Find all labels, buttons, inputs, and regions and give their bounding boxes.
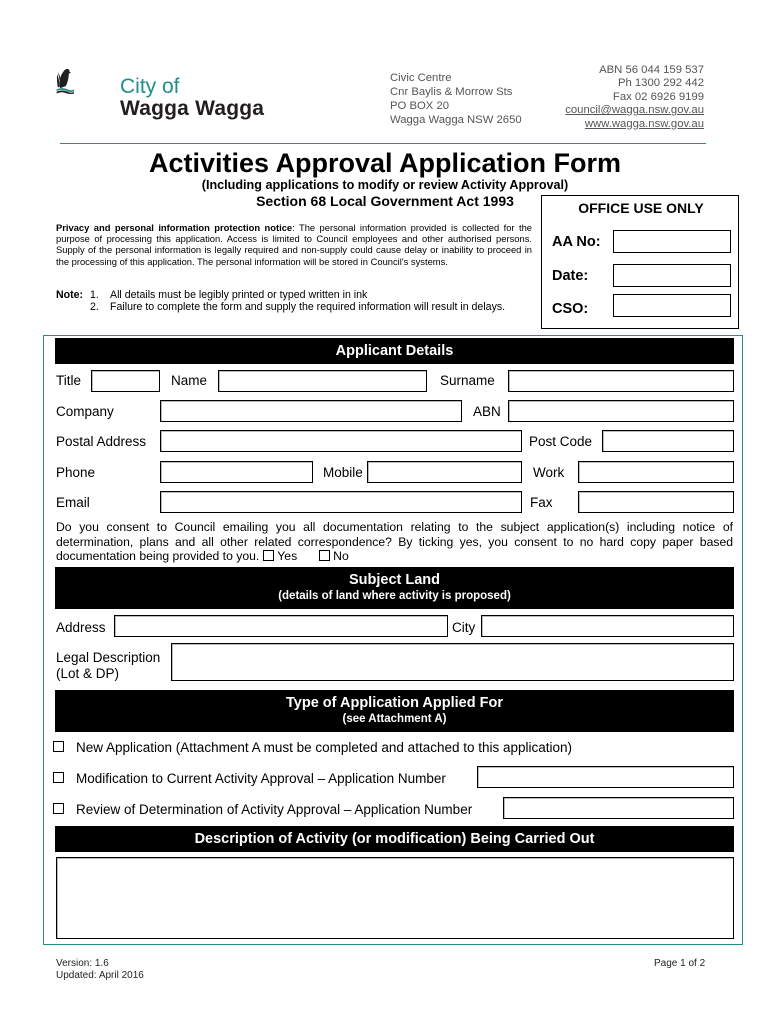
applicant-heading: Applicant Details [335,343,454,359]
application-type-subheading: (see Attachment A) [342,713,447,725]
header-divider [60,143,706,144]
phone-text: Ph 1300 292 442 [617,77,704,90]
description-field[interactable] [56,857,734,939]
note-number: 1. [90,289,99,301]
address-line: PO BOX 20 [390,100,450,112]
title-field[interactable] [91,370,160,392]
abn-text: ABN 56 044 159 537 [599,64,704,76]
consent-no-label: No [333,549,349,564]
logo-text [120,76,264,120]
subject-land-subheading: (details of land where activity is proposed) [278,590,511,602]
subject-land-heading: Subject Land [348,572,441,588]
logo-line-city: City of [120,75,180,98]
note-number: 2. [90,301,99,314]
fax-field[interactable] [578,491,734,513]
consent-yes-checkbox[interactable] [263,550,274,561]
fax-text: Fax 02 6926 9199 [612,90,704,103]
legal-label-line: Legal Description [56,650,161,665]
note-item [56,289,532,301]
address-line: Wagga Wagga NSW 2650 [390,114,522,126]
note-label: Note: [56,289,84,301]
council-contact [565,64,704,131]
city-field[interactable] [481,615,734,637]
council-address [390,71,522,127]
name-field[interactable] [218,370,427,392]
applicant-details-header [55,338,734,364]
mobile-field[interactable] [367,461,522,483]
crow-icon [60,69,72,88]
form-frame [43,335,743,945]
description-heading: Description of Activity (or modification) Being Carried Out [194,831,595,847]
updated-text: Updated: April 2016 [56,970,144,981]
abn-field[interactable] [508,400,734,422]
new-application-checkbox[interactable] [53,741,64,752]
city-logo [56,36,120,126]
cso-field[interactable] [613,294,731,317]
form-subtitle: (Including applications to modify or review Activity Approval) [201,178,569,192]
date-field[interactable] [613,264,731,287]
new-application-label: New Application (Attachment A must be completed and attached to this application) [76,740,573,755]
name-label: Name [171,373,208,388]
modification-application-number-field[interactable] [477,766,734,788]
privacy-text: : The personal information provided is collected for the purpose of processing this application. Access is limited to Council employees and other authorised persons. Supply of the personal information is legally required and non-supply could cause delay or inability to proceed in the processing of this application. The personal information will be stored in Council's systems. [56,222,532,267]
title-label: Title [56,373,82,388]
review-checkbox[interactable] [53,803,64,814]
address-line: Cnr Baylis & Morrow Sts [390,86,513,98]
surname-field[interactable] [508,370,734,392]
surname-label: Surname [440,373,495,388]
city-label: City [452,620,476,635]
note-item [56,301,532,313]
fax-label: Fax [530,495,553,510]
website-link[interactable]: www.wagga.nsw.gov.au [584,117,704,130]
postal-address-label: Postal Address [56,434,147,449]
application-type-header [55,690,734,732]
note-text: All details must be legibly printed or typed written in ink [110,289,368,301]
mobile-label: Mobile [323,465,363,480]
review-application-number-field[interactable] [503,797,734,819]
legal-description-label [56,650,160,682]
aa-no-label: AA No: [552,234,601,250]
notes [56,289,532,314]
legal-label-line: (Lot & DP) [56,666,120,681]
company-field[interactable] [160,400,462,422]
date-label: Date: [552,268,589,284]
consent-no-checkbox[interactable] [319,550,330,561]
work-label: Work [533,465,565,480]
abn-label: ABN [473,404,501,419]
office-use-box [541,195,739,329]
work-field[interactable] [578,461,734,483]
cso-label: CSO: [552,301,589,317]
page-number: Page 1 of 2 [654,958,706,969]
address-line: Civic Centre [390,72,452,84]
application-type-heading: Type of Application Applied For [286,695,503,711]
post-code-label: Post Code [529,434,593,449]
land-address-label: Address [56,620,106,635]
modification-label: Modification to Current Activity Approval – Application Number [76,771,446,786]
review-label: Review of Determination of Activity Approval – Application Number [76,802,473,817]
legal-description-field[interactable] [171,643,734,681]
subject-land-header [55,567,734,609]
version-text: Version: 1.6 [56,958,109,969]
privacy-label: Privacy and personal information protection notice [56,222,293,233]
consent-text: Do you consent to Council emailing you all documentation relating to the subject application(s) including notice of determination, plans and all other related correspondence? By ticking yes, you consent to no hard copy paper based documentation being provided to you. [56,520,733,564]
modification-checkbox[interactable] [53,772,64,783]
land-address-field[interactable] [114,615,448,637]
form-act: Section 68 Local Government Act 1993 [256,193,514,209]
email-consent [56,520,733,564]
post-code-field[interactable] [602,430,734,452]
email-link[interactable]: council@wagga.nsw.gov.au [565,104,704,117]
office-use-title: OFFICE USE ONLY [578,200,704,216]
version-info [56,958,144,982]
consent-yes-label: Yes [277,549,298,564]
email-field[interactable] [160,491,522,513]
phone-label: Phone [56,465,96,480]
postal-address-field[interactable] [160,430,522,452]
logo-line-wagga: Wagga Wagga [120,97,265,121]
privacy-notice [56,222,532,267]
description-header [55,826,734,852]
form-title: Activities Approval Application Form [148,148,622,178]
note-text: Failure to complete the form and supply the required information will result in delays. [110,301,506,314]
aa-no-field[interactable] [613,230,731,253]
company-label: Company [56,404,114,419]
email-label: Email [56,495,90,510]
phone-field[interactable] [160,461,313,483]
